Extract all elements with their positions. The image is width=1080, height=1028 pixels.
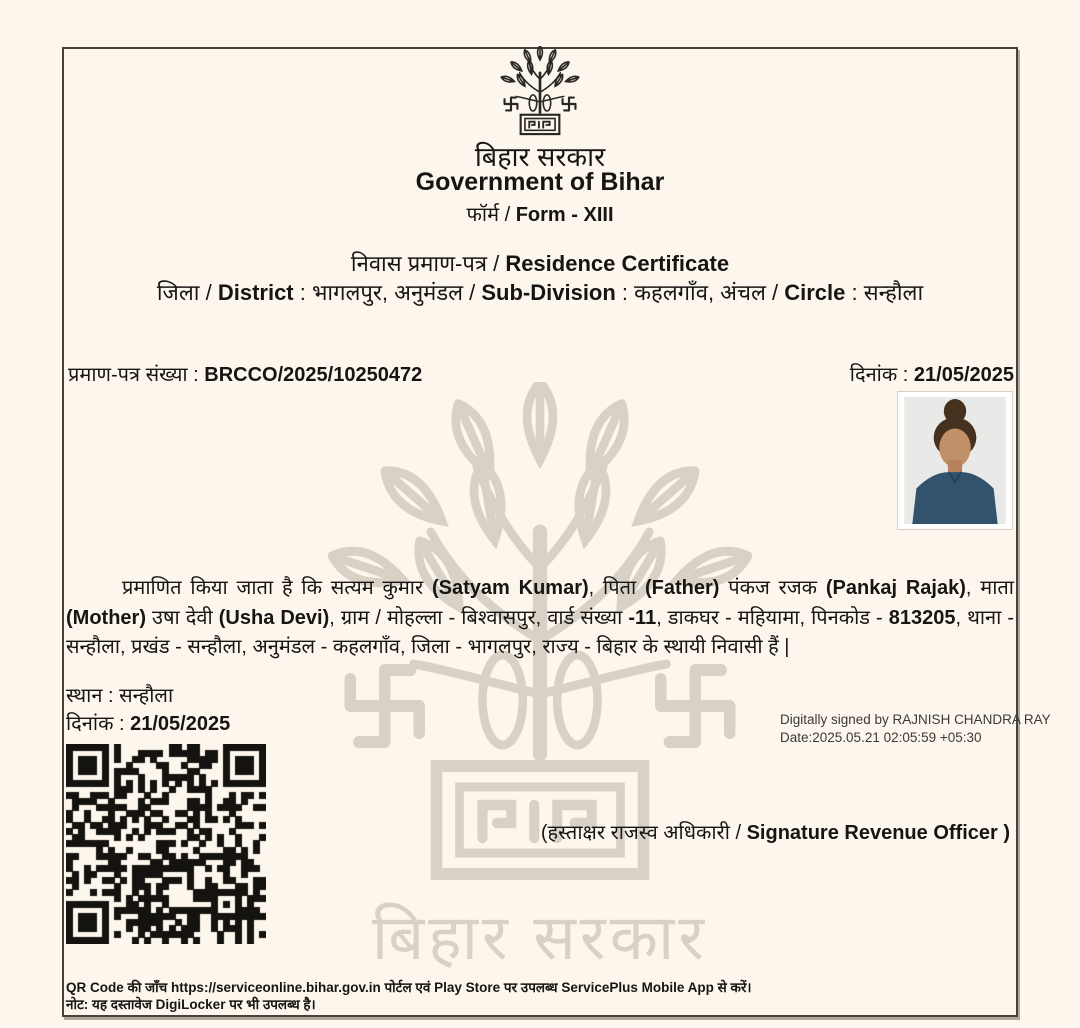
certificate-body-text: प्रमाणित किया जाता है कि सत्यम कुमार (Satyam Kumar), पिता (Father) पंकज रजक (Pankaj Rajak), माता (Mother) उषा देवी (Usha Devi), ग्राम / मोहल्ला - बिश्वासपुर, वार्ड संख्या -11, डाकघर - महियामा, पिनकोड - 813205, थाना - सन्हौला, प्रखंड - सन्हौला, अनुमंडल - कहलगाँव, जिला - भागलपुर, राज्य - बिहार के स्थायी निवासी हैं | — [66, 577, 1015, 658]
footer-line2: नोट: यह दस्तावेज DigiLocker पर भी उपलब्ध है। — [66, 997, 316, 1012]
digital-signature-line2: Date:2025.05.21 02:05:59 +05:30 — [780, 729, 982, 745]
qr-code — [66, 744, 266, 944]
certificate-title: निवास प्रमाण-पत्र / Residence Certificate — [350, 251, 730, 276]
certificate-number-label: प्रमाण-पत्र संख्या : — [68, 364, 205, 386]
bihar-government-emblem-icon — [497, 46, 583, 140]
certificate-number-value: BRCCO/2025/10250472 — [204, 364, 423, 386]
watermark-text: बिहार सरकार — [371, 903, 709, 973]
date-value: 21/05/2025 — [130, 713, 231, 735]
org-name-english: Government of Bihar — [415, 168, 665, 196]
certificate-date-value: 21/05/2025 — [913, 364, 1014, 386]
footer-line1: QR Code की जाँच https://serviceonline.bihar.gov.in पोर्टल एवं Play Store पर उपलब्ध ServicePlus Mobile App से करें। — [66, 980, 752, 995]
footer-note — [66, 979, 1006, 1013]
org-name-hindi: बिहार सरकार — [474, 142, 606, 172]
form-number: फॉर्म / Form - XIII — [466, 204, 614, 226]
date-label: दिनांक : — [66, 713, 131, 735]
certificate-number — [68, 360, 422, 387]
applicant-photo — [898, 392, 1012, 529]
certificate-date-label: दिनांक : — [849, 364, 914, 386]
certificate-location-line: जिला / District : भागलपुर, अनुमंडल / Sub-Division : कहलगाँव, अंचल / Circle : सन्हौला — [156, 280, 924, 305]
digital-signature-line1: Digitally signed by RAJNISH CHANDRA RAY — [780, 712, 1051, 727]
signature-officer-caption: (हस्ताक्षर राजस्व अधिकारी / Signature Revenue Officer ) — [540, 822, 1010, 844]
place-value: सन्हौला — [119, 685, 174, 707]
date-line — [66, 709, 230, 736]
applicant-photo-image — [903, 397, 1007, 524]
digital-signature-block — [780, 711, 1051, 746]
certificate-date — [850, 360, 1014, 387]
place-line — [66, 681, 173, 708]
place-label: स्थान : — [66, 685, 120, 707]
